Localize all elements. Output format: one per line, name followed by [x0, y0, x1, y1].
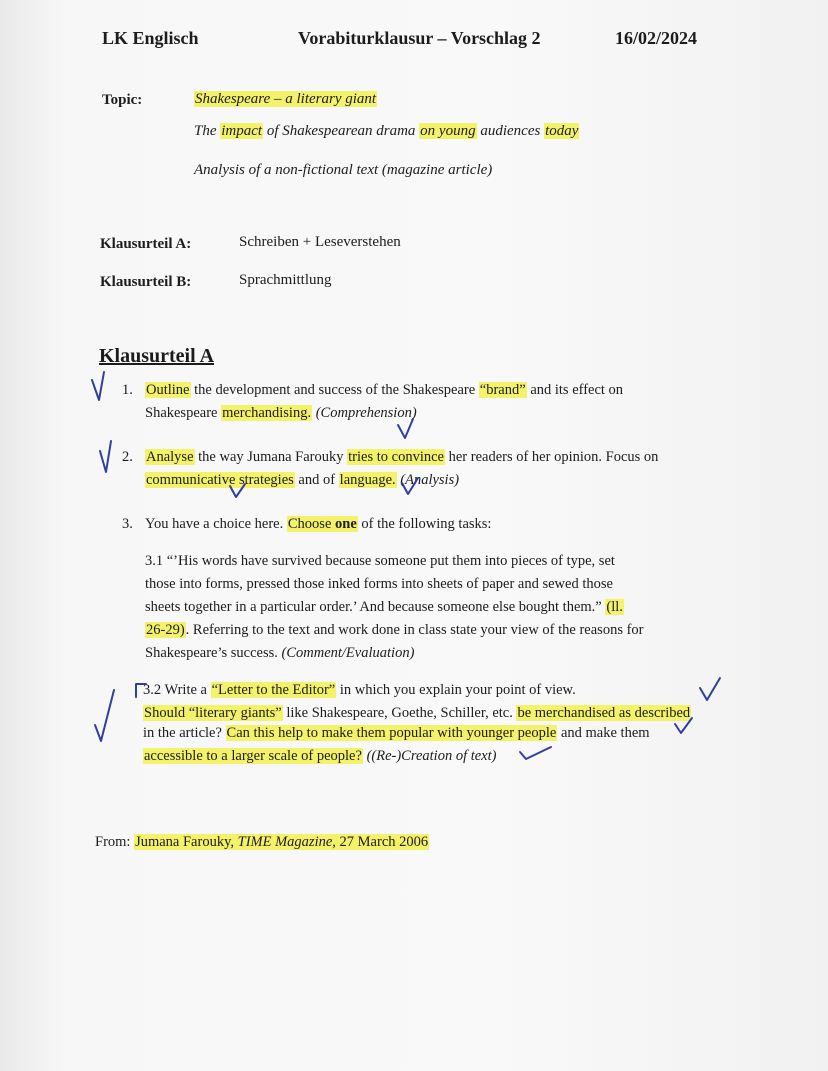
t2-1d: her readers of her opinion. Focus on	[444, 449, 659, 465]
t2-2c: language.	[339, 472, 396, 488]
part-a-label: Klausurteil A:	[100, 236, 192, 252]
task-1-number: 1.	[122, 382, 133, 398]
task-31-line-1: 3.1 “’His words have survived because someone put them into pieces of type, set	[145, 553, 615, 569]
t1b: the development and success of the Shakespeare	[190, 382, 479, 398]
check-mark-icon	[398, 419, 413, 438]
part-b-label: Klausurteil B:	[100, 274, 192, 290]
t3a: You have a choice here.	[145, 516, 287, 532]
t2b: impact	[221, 123, 263, 139]
t3c: one	[335, 516, 357, 532]
t32i: and make them	[557, 725, 650, 741]
t2d: on young	[420, 123, 476, 139]
src-a: From:	[95, 834, 135, 850]
check-mark-icon	[92, 372, 104, 400]
t32a: 3.2 Write a	[143, 682, 211, 698]
t1g: (Comprehension)	[312, 405, 417, 421]
t2-1b: the way Jumana Farouky	[194, 449, 348, 465]
check-mark-icon	[700, 678, 720, 700]
task-3-number: 3.	[122, 516, 133, 532]
t1c: “brand”	[479, 382, 526, 398]
task-31-line-2: those into forms, pressed those inked forms into sheets of paper and sewed those	[145, 576, 613, 592]
exam-title: Vorabiturklausur – Vorschlag 2	[298, 28, 541, 48]
t1d: and its effect on	[526, 382, 624, 398]
src-d: , 27 March 2006	[332, 834, 429, 850]
src-c: TIME Magazine	[237, 834, 333, 850]
t2-1c: tries to convince	[348, 449, 444, 465]
t32b: “Letter to the Editor”	[211, 682, 336, 698]
part-b-value: Sprachmittlung	[239, 272, 332, 288]
t2c: of Shakespearean drama	[263, 123, 420, 139]
t2a: The	[194, 123, 221, 139]
part-a-value: Schreiben + Leseverstehen	[239, 234, 401, 250]
t32g: in the article?	[143, 725, 226, 741]
check-mark-icon	[230, 484, 245, 497]
t32e: like Shakespeare, Goethe, Schiller, etc.	[282, 705, 517, 721]
t32j: accessible to a larger scale of people?	[144, 748, 362, 764]
t31b: (ll.	[606, 599, 623, 615]
check-mark-icon	[675, 718, 692, 733]
check-mark-icon	[402, 478, 418, 494]
t2-2b: and of	[294, 472, 339, 488]
check-mark-icon	[100, 441, 111, 472]
t3d: of the following tasks:	[357, 516, 492, 532]
topic-label: Topic:	[102, 92, 143, 108]
t3b: Choose	[287, 516, 335, 532]
task-2-number: 2.	[122, 449, 133, 465]
t32d: Should “literary giants”	[144, 705, 282, 721]
check-mark-icon	[520, 747, 551, 759]
topic-line-3: Analysis of a non-fictional text (magazine article)	[194, 162, 493, 178]
t1a: Outline	[146, 382, 190, 398]
t1f: merchandising.	[222, 405, 312, 421]
src-b: Jumana Farouky,	[135, 834, 238, 850]
t32f: be merchandised as described	[517, 705, 691, 721]
t2f: today	[545, 123, 579, 139]
check-mark-icon	[95, 690, 114, 741]
course-title: LK Englisch	[102, 28, 199, 48]
section-title: Klausurteil A	[99, 345, 215, 367]
t2e: audiences	[476, 123, 545, 139]
bracket-mark-icon	[136, 684, 146, 697]
t31c: 26-29)	[146, 622, 185, 638]
t2-2a: communicative strategies	[146, 472, 294, 488]
t32h: Can this help to make them popular with younger people	[226, 725, 557, 741]
t32k: ((Re-)Creation of text)	[362, 748, 497, 764]
t31f: (Comment/Evaluation)	[281, 645, 415, 661]
topic-title-text: Shakespeare – a literary giant	[195, 91, 377, 107]
t1e: Shakespeare	[145, 405, 222, 421]
t31e: Shakespeare’s success.	[145, 645, 282, 661]
t32c: in which you explain your point of view.	[336, 682, 576, 698]
exam-date: 16/02/2024	[615, 28, 698, 48]
t31a: sheets together in a particular order.’ And because someone else bought them.”	[145, 599, 606, 615]
t2-2d: (Analysis)	[396, 472, 460, 488]
t2-1a: Analyse	[146, 449, 194, 465]
t31d: . Referring to the text and work done in class state your view of the reasons for	[185, 622, 644, 638]
